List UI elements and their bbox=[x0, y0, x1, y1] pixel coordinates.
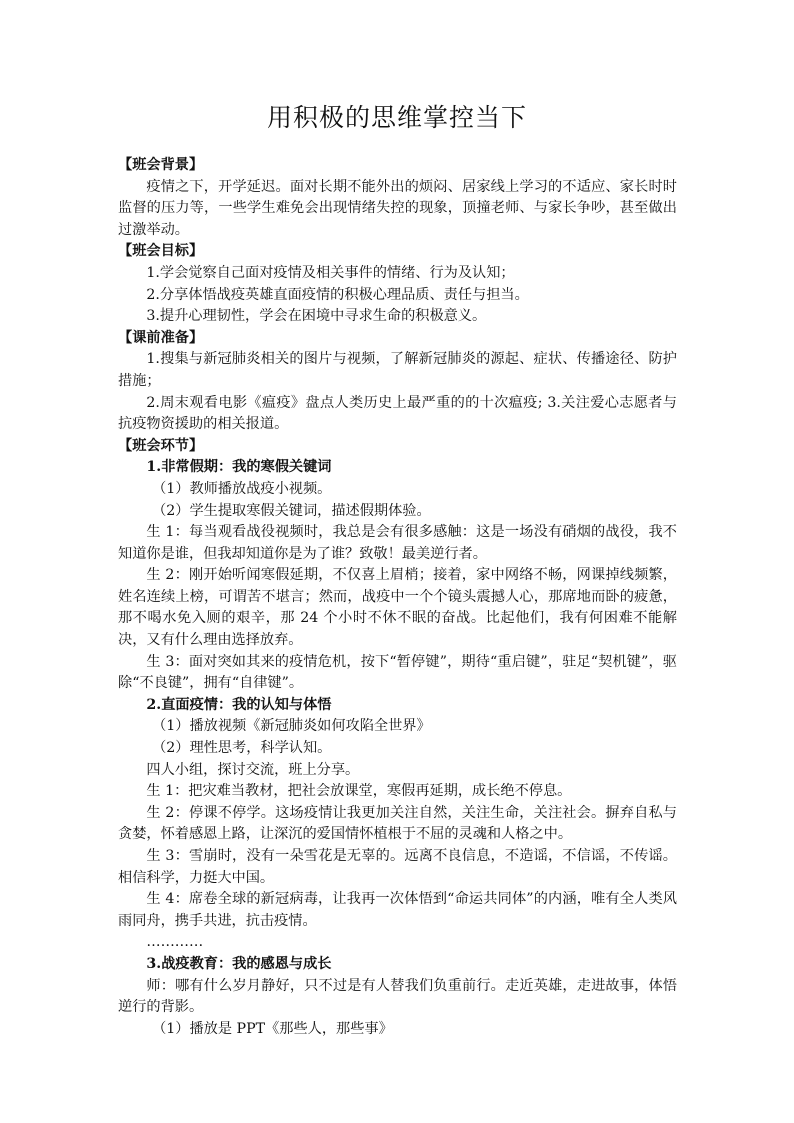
list-item: （2）学生提取寒假关键词，描述假期体验。 bbox=[152, 502, 431, 519]
section-heading-process: 【班会环节】 bbox=[118, 437, 204, 454]
subsection-heading-1: 1.非常假期：我的寒假关键词 bbox=[146, 459, 332, 476]
student-quote: 生 4：席卷全球的新冠病毒，让我再一次体悟到“命运共同体”的内涵，唯有全人类风雨同舟，携手共进，抗击疫情。 bbox=[118, 891, 677, 929]
teacher-quote: 师：哪有什么岁月静好，只不过是有人替我们负重前行。走近英雄，走进故事，体悟逆行的背影。 bbox=[118, 977, 677, 1016]
ellipsis: ………… bbox=[146, 934, 204, 951]
student-quote: 生 3：雪崩时，没有一朵雪花是无辜的。远离不良信息，不造谣，不信谣，不传谣。相信科学，力挺大中国。 bbox=[118, 848, 677, 886]
student-quote: 生 2：刚开始听闻寒假延期，不仅喜上眉梢；接着，家中网络不畅，网课掉线频繁，姓名连续上榜，可谓苦不堪言；然而，战疫中一个个镜头震撼人心，那席地而卧的疲惫，那不喝水免入厕的艰辛，那 24 个小时不休不眠的奋战。比起他们，我有何困难不能解决，又有什么理由选择放弃。 bbox=[118, 567, 677, 649]
student-quote: 生 1：把灾难当教材，把社会放课堂，寒假再延期，成长绝不停息。 bbox=[146, 783, 572, 800]
document-body bbox=[118, 155, 677, 1040]
student-quote: 生 1：每当观看战役视频时，我总是会有很多感触：这是一场没有硝烟的战役，我不知道你是谁，但我却知道你是为了谁？致敬！最美逆行者。 bbox=[118, 524, 677, 562]
list-item: （1）播放是 PPT《那些人，那些事》 bbox=[152, 1020, 393, 1037]
section-heading-background: 【班会背景】 bbox=[118, 157, 204, 173]
section-heading-preparation: 【课前准备】 bbox=[118, 329, 204, 346]
preparation-item-2: 2.周末观看电影《瘟疫》盘点人类历史上最严重的的十次瘟疫; 3.关注爱心志愿者与抗疫物资援助的相关报道。 bbox=[118, 394, 677, 433]
goal-item-3: 3.提升心理韧性，学会在困境中寻求生命的积极意义。 bbox=[146, 308, 487, 325]
list-item: （2）理性思考，科学认知。 bbox=[152, 740, 332, 757]
subsection-heading-2: 2.直面疫情：我的认知与体悟 bbox=[146, 696, 332, 713]
paragraph-background: 疫情之下，开学延迟。面对长期不能外出的烦闷、居家线上学习的不适应、家长时时监督的压力等，一些学生难免会出现情绪失控的现象，顶撞老师、与家长争吵，甚至做出过激举动。 bbox=[118, 178, 677, 238]
document-title: 用积极的思维掌控当下 bbox=[266, 103, 527, 132]
preparation-item-1: 1.搜集与新冠肺炎相关的图片与视频，了解新冠肺炎的源起、症状、传播途径、防护措施； bbox=[118, 351, 677, 389]
subsection-heading-3: 3.战疫教育：我的感恩与成长 bbox=[146, 955, 332, 972]
list-item: （1）播放视频《新冠肺炎如何攻陷全世界》 bbox=[152, 718, 431, 735]
list-item: （1）教师播放战疫小视频。 bbox=[152, 480, 332, 497]
student-quote: 生 2：停课不停学。这场疫情让我更加关注自然，关注生命，关注社会。摒弃自私与贪婪，怀着感恩上路，让深沉的爱国情怀植根于不屈的灵魂和人格之中。 bbox=[118, 804, 677, 843]
goal-item-2: 2.分享体悟战疫英雄直面疫情的积极心理品质、责任与担当。 bbox=[146, 286, 529, 303]
section-heading-goals: 【班会目标】 bbox=[118, 243, 204, 260]
student-quote: 生 3：面对突如其来的疫情危机，按下“暂停键”，期待“重启键”，驻足“契机键”，驱除“不良键”，拥有“自律键”。 bbox=[118, 653, 677, 692]
goal-item-1: 1.学会觉察自己面对疫情及相关事件的情绪、行为及认知； bbox=[146, 264, 515, 281]
paragraph: 四人小组，探讨交流，班上分享。 bbox=[146, 761, 360, 778]
